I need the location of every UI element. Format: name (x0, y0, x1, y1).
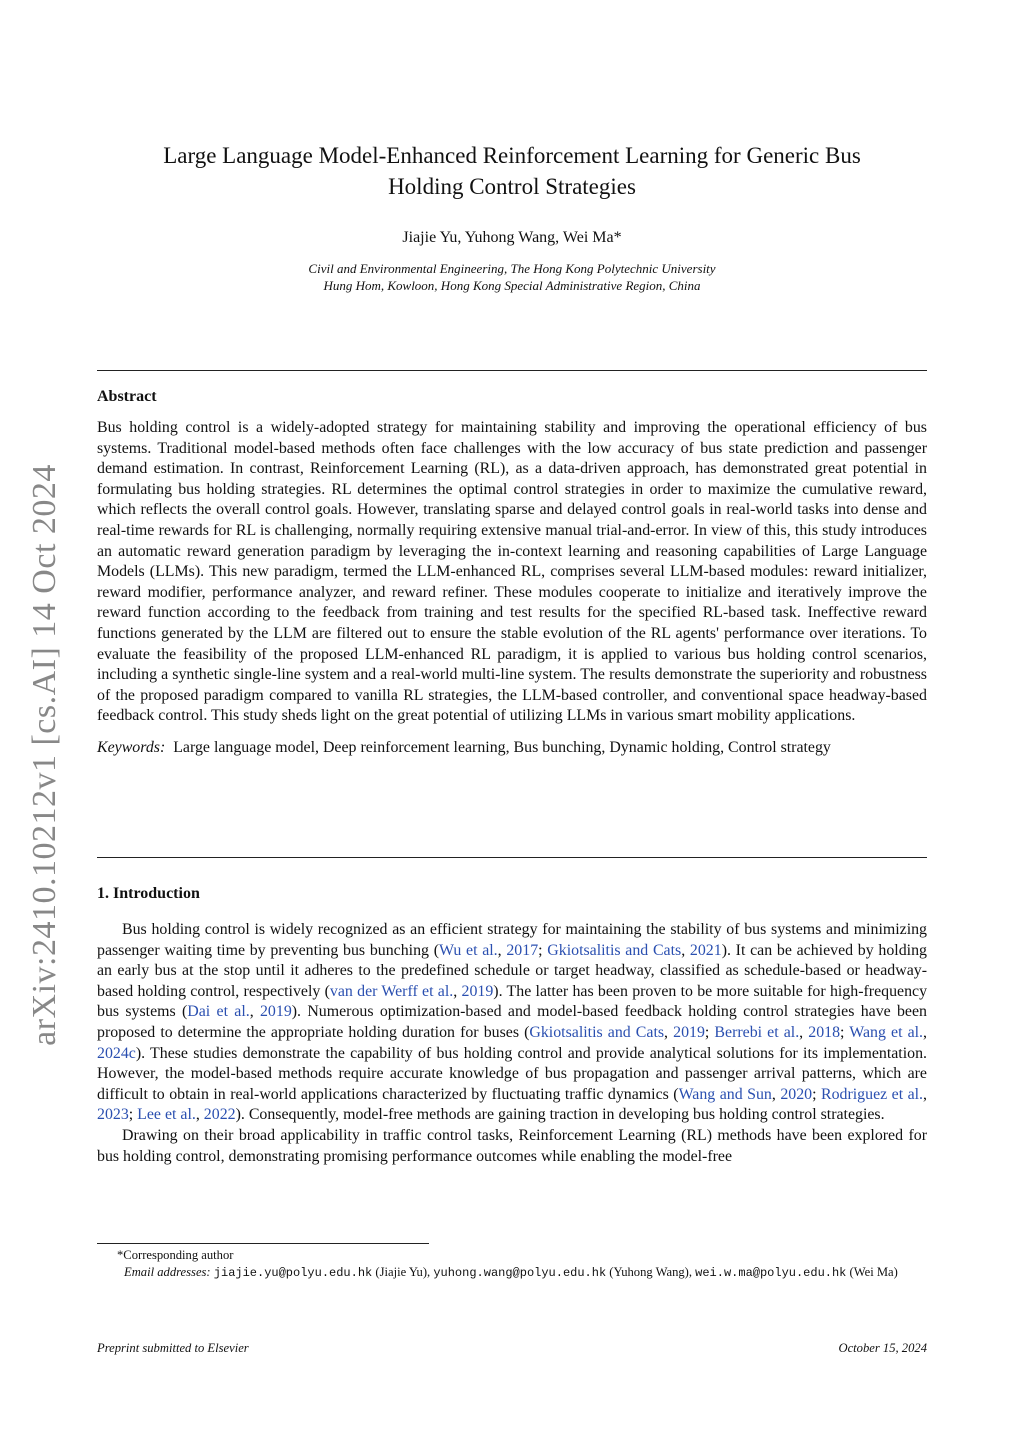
email-addresses (97, 1264, 927, 1282)
text-run: , (771, 1085, 781, 1103)
affiliation-line: Hung Hom, Kowloon, Hong Kong Special Administrative Region, China (323, 278, 701, 293)
title-line: Large Language Model-Enhanced Reinforcement Learning for Generic Bus (163, 143, 861, 168)
arxiv-identifier: arXiv:2410.10212v1 [cs.AI] 14 Oct 2024 (26, 464, 63, 1046)
footer-date: October 15, 2024 (838, 1341, 927, 1355)
text-run: ). These studies demonstrate the capability of bus holding control and provide analytical solutions for its implementation. However, the model-based methods require accurate knowledge of bus propagation and passenger arrival patterns, which are difficult to obtain in real-world applications characterized by fluctuating traffic dynamics ( (97, 1044, 927, 1103)
text-run: ). It can be achieved by holding an early bus at the stop until it adheres to the predefined schedule or target headway, classified as schedule-based or headway-based holding control, respectively ( (97, 941, 927, 1000)
authors: Jiajie Yu, Yuhong Wang, Wei Ma* (402, 229, 622, 246)
text-run: , (195, 1106, 204, 1124)
keywords-list: Large language model, Deep reinforcement learning, Bus bunching, Dynamic holding, Control strategy (173, 738, 831, 756)
text-run: , (923, 1085, 928, 1103)
email-label: Email addresses: (124, 1264, 211, 1279)
citation-link[interactable]: 2021 (689, 941, 722, 959)
citation-link[interactable]: 2017 (506, 941, 539, 959)
citation-link[interactable]: Rodriguez et al. (820, 1085, 924, 1103)
citation-link[interactable]: 2023 (97, 1106, 129, 1124)
email-owner: (Jiajie Yu), (372, 1264, 434, 1279)
intro-paragraph (97, 920, 927, 1126)
affiliation (97, 260, 927, 294)
intro-paragraph (97, 1126, 927, 1167)
section-heading-introduction: 1. Introduction (97, 885, 200, 902)
corresponding-author-note: *Corresponding author (117, 1248, 234, 1262)
introduction-body (97, 920, 927, 1167)
text-run: ; (840, 1023, 850, 1041)
citation-link[interactable]: 2019 (673, 1023, 705, 1041)
divider (97, 370, 927, 371)
footnote-rule (97, 1243, 429, 1244)
title-line: Holding Control Strategies (388, 174, 636, 199)
email-link[interactable]: yuhong.wang@polyu.edu.hk (433, 1265, 607, 1280)
email-link[interactable]: wei.w.ma@polyu.edu.hk (695, 1265, 847, 1280)
citation-link[interactable]: Wu et al. (438, 941, 498, 959)
citation-link[interactable]: Wang et al. (849, 1023, 924, 1041)
text-run: ). The latter has been proven to be more suitable for high-frequency bus systems ( (97, 982, 928, 1021)
abstract-heading: Abstract (97, 388, 157, 405)
text-run: , (923, 1023, 928, 1041)
footnote (97, 1247, 927, 1281)
text-run: , (799, 1023, 809, 1041)
text-run: , (453, 982, 462, 1000)
divider (97, 857, 927, 858)
keywords-label: Keywords: (97, 738, 166, 756)
email-link[interactable]: jiajie.yu@polyu.edu.hk (213, 1265, 373, 1280)
citation-link[interactable]: Wang and Sun (678, 1085, 772, 1103)
text-run: , (497, 941, 507, 959)
footer-left: Preprint submitted to Elsevier (97, 1341, 249, 1355)
citation-link[interactable]: Berrebi et al. (714, 1023, 800, 1041)
text-run: ; (128, 1106, 138, 1124)
text-run: , (249, 1003, 260, 1021)
citation-link[interactable]: Gkiotsalitis and Cats (547, 941, 682, 959)
citation-link[interactable]: van der Werff et al. (329, 982, 454, 1000)
affiliation-line: Civil and Environmental Engineering, The Hong Kong Polytechnic University (308, 261, 716, 276)
email-owner: (Wei Ma) (846, 1264, 898, 1279)
text-run: ; (812, 1085, 821, 1103)
citation-link[interactable]: Lee et al. (137, 1106, 196, 1124)
text-run: , (664, 1023, 674, 1041)
citation-link[interactable]: 2022 (203, 1106, 236, 1124)
text-run: ; (704, 1023, 715, 1041)
citation-link[interactable]: 2019 (259, 1003, 292, 1021)
citation-link[interactable]: Dai et al. (187, 1003, 250, 1021)
text-run: ). Consequently, model-free methods are gaining traction in developing bus holding control strategies. (235, 1106, 885, 1124)
citation-link[interactable]: 2018 (808, 1023, 841, 1041)
abstract-paragraph: Bus holding control is a widely-adopted strategy for maintaining stability and improving the operational efficiency of bus systems. Traditional model-based methods often face challenges with the low accuracy of bus state prediction and passenger demand estimation. In contrast, Reinforcement Learning (RL), as a data-driven approach, has demonstrated great potential in formulating bus holding strategies. RL determines the optimal control strategies in order to maximize the cumulative reward, which reflects the overall control goals. However, translating sparse and delayed control goals in real-world tasks into dense and real-time rewards for RL is challenging, normally requiring extensive manual trial-and-error. In view of this, this study introduces an automatic reward generation paradigm by leveraging the in-context learning and reasoning capabilities of Large Language Models (LLMs). This new paradigm, termed the LLM-enhanced RL, comprises several LLM-based modules: reward initializer, reward modifier, performance analyzer, and reward refiner. These modules cooperate to initialize and iteratively improve the reward function according to the feedback from training and test results for the specified RL-based task. Ineffective reward functions generated by the LLM are filtered out to ensure the stable evolution of the RL agents' performance over iterations. To evaluate the feasibility of the proposed LLM-enhanced RL paradigm, it is applied to various bus holding control scenarios, including a synthetic single-line system and a real-world multi-line system. The results demonstrate the superiority and robustness of the proposed paradigm compared to vanilla RL strategies, the LLM-based controller, and conventional space headway-based feedback control. This study sheds light on the great potential of utilizing LLMs in various smart mobility applications. (97, 419, 927, 725)
text-run: ). Numerous optimization-based and model-based feedback holding control strategies have been proposed to determine the appropriate holding duration for buses ( (97, 1003, 927, 1041)
citation-link[interactable]: Gkiotsalitis and Cats (529, 1023, 665, 1041)
citation-link[interactable]: 2024c (97, 1044, 136, 1062)
citation-link[interactable]: 2019 (461, 982, 494, 1000)
text-run: ; (538, 941, 548, 959)
citation-link[interactable]: 2020 (780, 1085, 813, 1103)
paper-title (97, 140, 927, 202)
keywords (97, 738, 927, 759)
text-run: Drawing on their broad applicability in traffic control tasks, Reinforcement Learning (RL) methods have been explored for bus holding control, demonstrating promising performance outcomes while enabling the model-free (97, 1126, 927, 1165)
text-run: Bus holding control is widely recognized as an efficient strategy for maintaining the stability of bus systems and minimizing passenger waiting time by preventing bus bunching ( (97, 921, 927, 959)
email-owner: (Yuhong Wang), (606, 1264, 696, 1279)
abstract-text (97, 418, 927, 759)
text-run: , (681, 941, 690, 959)
